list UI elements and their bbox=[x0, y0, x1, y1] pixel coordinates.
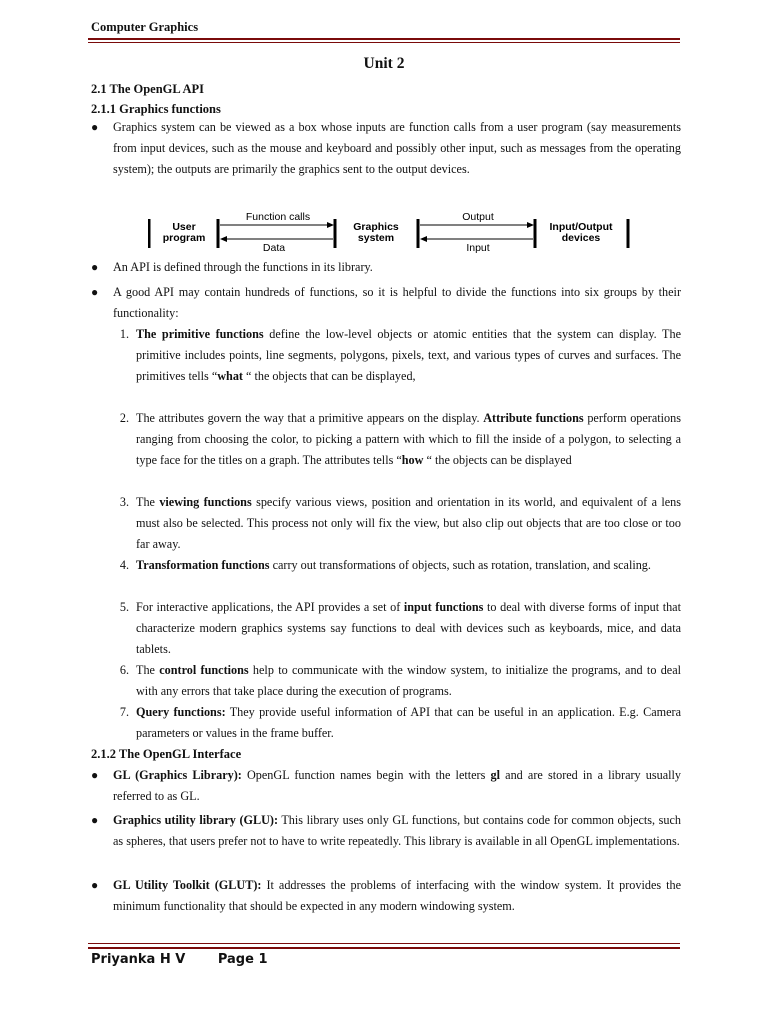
description-tail: and are stored in a library usually referred to as GL. bbox=[113, 768, 681, 803]
footer-rule-thin bbox=[88, 943, 680, 944]
list-item bbox=[113, 324, 681, 387]
term: Graphics utility library (GLU): bbox=[113, 813, 279, 827]
bullet-glut bbox=[91, 875, 681, 917]
diagram-input-label: Input bbox=[466, 242, 490, 254]
header-rule-thin bbox=[88, 42, 680, 43]
list-number: 4. bbox=[119, 558, 129, 572]
graphics-system-diagram bbox=[148, 208, 630, 254]
description: help to communicate with the window system, to initialize the programs, and to deal with any errors that take place during the execution of programs. bbox=[136, 663, 682, 698]
list-number: 7. bbox=[119, 705, 129, 719]
diagram-user-label-1: User bbox=[172, 221, 196, 233]
list-item bbox=[113, 597, 681, 660]
description-tail: “ the objects can be displayed bbox=[423, 453, 572, 467]
description: carry out transformations of objects, such as rotation, translation, and scaling. bbox=[269, 558, 651, 572]
description: perform operations ranging from choosing the color, to picking a pattern with which to fill the inside of a polygon, to selecting a type face for the titles on a graph. The attributes tells “ bbox=[136, 411, 681, 467]
bullet-text: Graphics system can be viewed as a box whose inputs are function calls from a user program (say measurements from input devices, such as the mouse and keyboard and possibly other input, such as messages from the operating system); the outputs are primarily the graphics sent to the output devices. bbox=[113, 120, 681, 176]
list-item-text bbox=[136, 660, 681, 702]
term: viewing functions bbox=[159, 495, 252, 509]
description: specify various views, position and orientation in its world, and equivalent of a lens must also be selected. This process not only will fix the view, but also clip out objects that are too close or too far away. bbox=[136, 495, 681, 551]
diagram-output-label: Output bbox=[462, 211, 494, 223]
term: control functions bbox=[159, 663, 249, 677]
list-number: 5. bbox=[119, 600, 129, 614]
bullet-text bbox=[113, 765, 681, 807]
list-item bbox=[113, 555, 681, 576]
diagram-function-calls-label: Function calls bbox=[245, 211, 311, 223]
description: define the low-level objects or atomic entities that the system can display. The primitive includes points, line segments, polygons, pixels, text, and various types of curves and surfaces. The primitives tells “ bbox=[136, 327, 681, 383]
list-item bbox=[113, 492, 681, 555]
bullet-icon: ● bbox=[91, 813, 99, 827]
bullet-graphics-system bbox=[91, 117, 681, 180]
list-item bbox=[113, 702, 681, 744]
list-item bbox=[113, 408, 681, 471]
footer-author: Priyanka H V bbox=[91, 952, 186, 967]
description: They provide useful information of API that can be useful in an application. E.g. Camera parameters or values in the frame buffer. bbox=[136, 705, 682, 740]
bullet-text: A good API may contain hundreds of functions, so it is helpful to divide the functions into six groups by their functionality: bbox=[113, 285, 681, 320]
bullet-gl bbox=[91, 765, 681, 807]
list-item-text bbox=[136, 597, 681, 660]
bullet-text bbox=[113, 875, 681, 917]
description: This library uses only GL functions, but contains code for common objects, such as spheres, that users prefer not to have to write repeatedly. This library is available in all OpenGL implementations. bbox=[113, 813, 681, 848]
list-item-text bbox=[136, 702, 681, 744]
section-heading-2-1-2: 2.1.2 The OpenGL Interface bbox=[91, 747, 242, 761]
description-pre: The attributes govern the way that a primitive appears on the display. bbox=[136, 411, 484, 425]
list-number: 1. bbox=[119, 327, 129, 341]
footer-page-number: Page 1 bbox=[217, 952, 268, 967]
running-header: Computer Graphics bbox=[91, 20, 199, 34]
bullet-good-api bbox=[91, 282, 681, 324]
term: GL Utility Toolkit (GLUT): bbox=[113, 878, 262, 892]
list-item bbox=[113, 660, 681, 702]
bullet-icon: ● bbox=[91, 768, 99, 782]
section-heading-2-1-1: 2.1.1 Graphics functions bbox=[91, 102, 221, 116]
diagram-graphics-label-1: Graphics bbox=[353, 221, 399, 233]
header-rule bbox=[88, 38, 680, 40]
term: Query functions: bbox=[136, 705, 226, 719]
bullet-text bbox=[113, 810, 681, 852]
footer-rule bbox=[88, 947, 680, 949]
list-item-text bbox=[136, 555, 681, 576]
term-emphasis: what bbox=[217, 369, 243, 383]
term: Attribute functions bbox=[483, 411, 584, 425]
bullet-icon: ● bbox=[91, 878, 99, 892]
term: The primitive functions bbox=[136, 327, 264, 341]
description: It addresses the problems of interfacing with the window system. It provides the minimum functionality that should be expected in any modern windowing system. bbox=[113, 878, 681, 913]
bullet-api-defined bbox=[91, 257, 681, 278]
bullet-icon: ● bbox=[91, 260, 99, 274]
term: input functions bbox=[403, 600, 484, 614]
term-emphasis: how bbox=[401, 453, 424, 467]
page-footer bbox=[91, 952, 296, 967]
bullet-icon: ● bbox=[91, 120, 99, 134]
description-pre: The bbox=[136, 495, 160, 509]
description: OpenGL function names begin with the letters bbox=[241, 768, 491, 782]
list-item-text bbox=[136, 492, 681, 555]
term: Transformation functions bbox=[136, 558, 270, 572]
diagram-io-label-2: devices bbox=[561, 232, 601, 244]
description-tail: “ the objects that can be displayed, bbox=[242, 369, 416, 383]
bullet-glu bbox=[91, 810, 681, 852]
diagram-user-label-2: program bbox=[162, 232, 206, 244]
description: to deal with diverse forms of input that characterize modern graphics systems say functions to deal with devices such as keyboards, mice, and data tablets. bbox=[136, 600, 681, 656]
unit-title: Unit 2 bbox=[363, 55, 405, 72]
section-heading-2-1: 2.1 The OpenGL API bbox=[91, 82, 204, 96]
description-pre: The bbox=[136, 663, 160, 677]
description-pre: For interactive applications, the API provides a set of bbox=[136, 600, 404, 614]
list-number: 3. bbox=[119, 495, 129, 509]
diagram-graphics-label-2: system bbox=[357, 232, 395, 244]
bullet-text: An API is defined through the functions in its library. bbox=[113, 260, 373, 274]
bullet-icon: ● bbox=[91, 285, 99, 299]
list-item-text bbox=[136, 324, 681, 387]
list-item-text bbox=[136, 408, 681, 471]
diagram-io-label-1: Input/Output bbox=[549, 221, 613, 233]
term-emphasis: gl bbox=[490, 768, 500, 782]
list-number: 6. bbox=[119, 663, 129, 677]
term: GL (Graphics Library): bbox=[113, 768, 242, 782]
list-number: 2. bbox=[119, 411, 129, 425]
diagram-data-label: Data bbox=[262, 242, 286, 254]
